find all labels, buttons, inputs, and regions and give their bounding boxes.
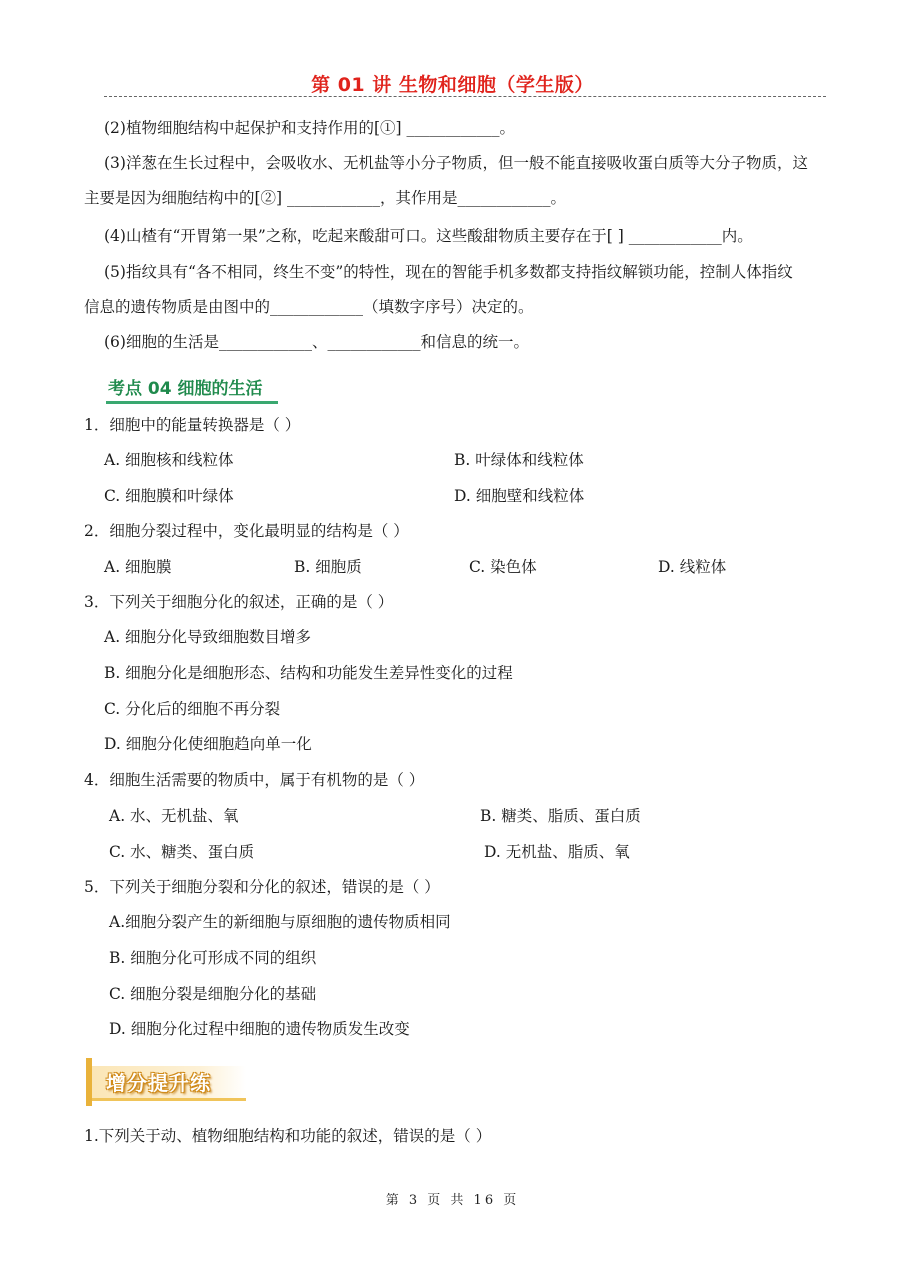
question-2-fill: (2)植物细胞结构中起保护和支持作用的[①] ____________。: [104, 119, 515, 137]
option-b: B. 细胞分化可形成不同的组织: [109, 949, 317, 967]
section-title: 考点 04 细胞的生活: [108, 379, 263, 399]
option-d: D. 线粒体: [658, 558, 727, 576]
header-divider: [104, 96, 826, 97]
question-3-line-1: (3)洋葱在生长过程中，会吸收水、无机盐等小分子物质，但一般不能直接吸收蛋白质等大分子物质，这: [104, 154, 808, 172]
option-b: B. 细胞质: [294, 558, 362, 576]
extra-question-stem: 1.下列关于动、植物细胞结构和功能的叙述，错误的是（ ）: [84, 1127, 492, 1145]
option-c: C. 染色体: [469, 558, 537, 576]
section-banner: [86, 1058, 246, 1106]
question-4-fill: (4)山楂有“开胃第一果”之称，吃起来酸甜可口。这些酸甜物质主要存在于[ ] ____________内。: [104, 227, 753, 245]
question-6-fill: (6)细胞的生活是____________、____________和信息的统一。: [104, 333, 529, 351]
question-stem: 4．细胞生活需要的物质中，属于有机物的是（ ）: [84, 771, 425, 789]
question-5-line-2: 信息的遗传物质是由图中的____________（填数字序号）决定的。: [84, 298, 534, 316]
option-a: A. 水、无机盐、氧: [109, 807, 239, 825]
banner-underline: [92, 1098, 246, 1101]
option-c: C. 细胞膜和叶绿体: [104, 487, 234, 505]
question-3-line-2: 主要是因为细胞结构中的[②] ____________，其作用是____________。: [84, 189, 567, 207]
question-5-line-1: (5)指纹具有“各不相同，终生不变”的特性，现在的智能手机多数都支持指纹解锁功能，控制人体指纹: [104, 263, 793, 281]
option-d: D. 细胞分化过程中细胞的遗传物质发生改变: [109, 1020, 410, 1038]
option-b: B. 叶绿体和线粒体: [454, 451, 584, 469]
option-c: C. 水、糖类、蛋白质: [109, 843, 255, 861]
option-c: C. 细胞分裂是细胞分化的基础: [109, 985, 317, 1003]
question-stem: 5．下列关于细胞分裂和分化的叙述，错误的是（ ）: [84, 878, 440, 896]
option-a: A. 细胞分化导致细胞数目增多: [104, 628, 312, 646]
section-underline: [106, 401, 278, 404]
option-c: C. 分化后的细胞不再分裂: [104, 700, 281, 718]
option-b: B. 糖类、脂质、蛋白质: [480, 807, 641, 825]
question-stem: 2．细胞分裂过程中，变化最明显的结构是（ ）: [84, 522, 409, 540]
page-number: 第 3 页 共 16 页: [385, 1193, 520, 1208]
option-d: D. 无机盐、脂质、氧: [484, 843, 630, 861]
option-d: D. 细胞壁和线粒体: [454, 487, 585, 505]
banner-title: 增分提升练: [106, 1071, 211, 1095]
option-a: A.细胞分裂产生的新细胞与原细胞的遗传物质相同: [109, 913, 451, 931]
question-stem: 1．细胞中的能量转换器是（ ）: [84, 416, 301, 434]
question-stem: 3．下列关于细胞分化的叙述，正确的是（ ）: [84, 593, 394, 611]
option-b: B. 细胞分化是细胞形态、结构和功能发生差异性变化的过程: [104, 664, 513, 682]
option-a: A. 细胞核和线粒体: [104, 451, 234, 469]
option-a: A. 细胞膜: [104, 558, 172, 576]
page-title: 第 01 讲 生物和细胞（学生版）: [311, 74, 594, 96]
option-d: D. 细胞分化使细胞趋向单一化: [104, 735, 312, 753]
